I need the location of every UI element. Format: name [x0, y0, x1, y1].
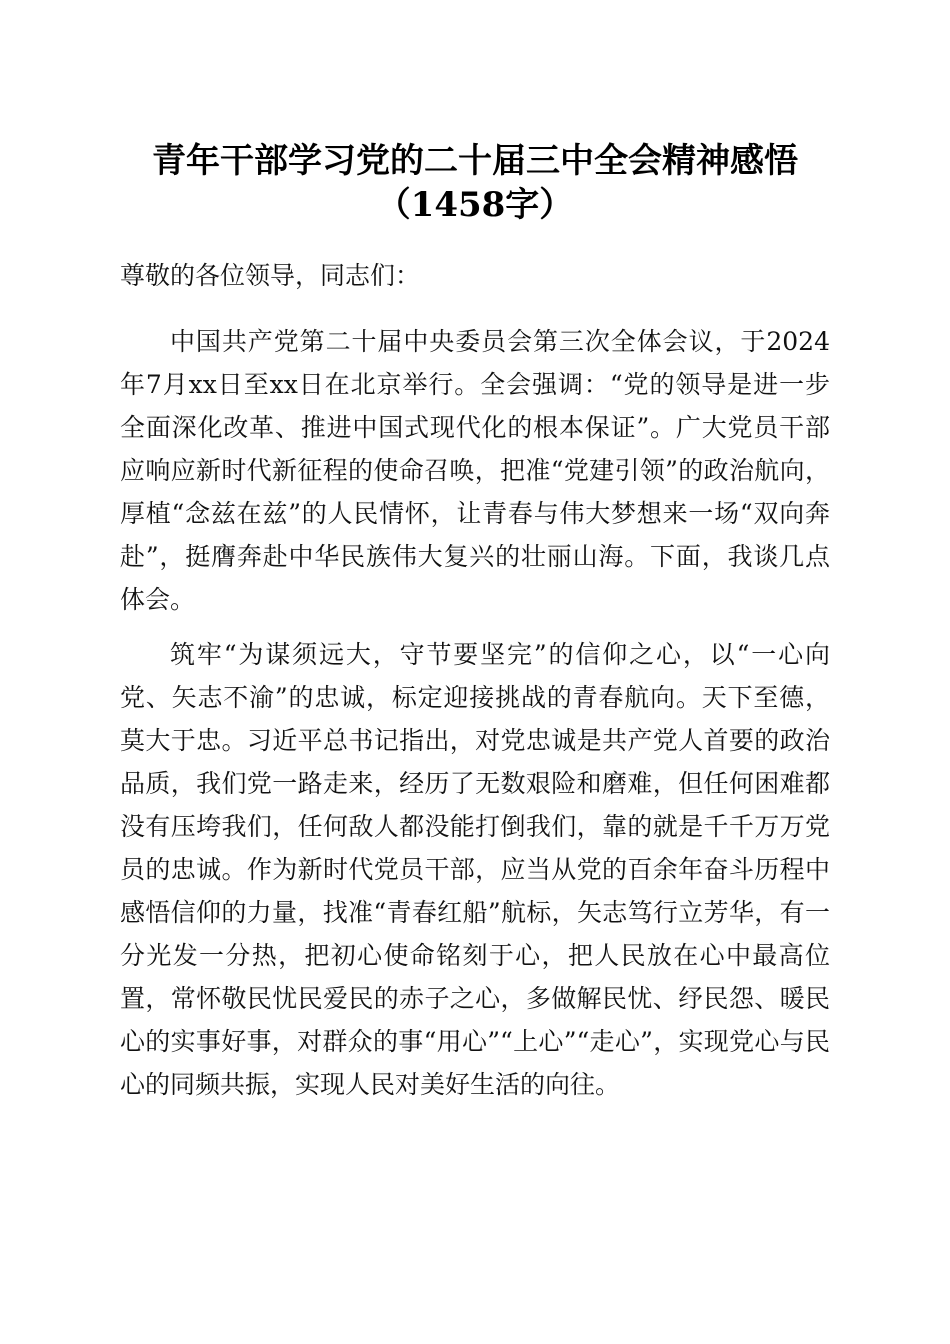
paragraph-loyalty: 筑牢“为谋须远大，守节要坚完”的信仰之心，以“一心向党、矢志不渝”的忠诚，标定迎接挑战的青春航向。天下至德，莫大于忠。习近平总书记指出，对党忠诚是共产党人首要的政治品质，我们党一路走来，经历了无数艰险和磨难，但任何困难都没有压垮我们，任何敌人都没能打倒我们，靠的就是千千万万党员的忠诚。作为新时代党员干部，应当从党的百余年奋斗历程中感悟信仰的力量，找准“青春红船”航标，矢志笃行立芳华，有一分光发一分热，把初心使命铭刻于心，把人民放在心中最高位置，常怀敬民忧民爱民的赤子之心，多做解民忧、纾民怨、暖民心的实事好事，对群众的事“用心”“上心”“走心”，实现党心与民心的同频共振，实现人民对美好生活的向往。 [120, 640, 830, 1099]
paragraph-intro: 中国共产党第二十届中央委员会第三次全体会议，于2024年7月xx日至xx日在北京举行。全会强调：“党的领导是进一步全面深化改革、推进中国式现代化的根本保证”。广大党员干部应响应新时代新征程的使命召唤，把准“党建引领”的政治航向，厚植“念兹在兹”的人民情怀，让青春与伟大梦想来一场“双向奔赴”，挺膺奔赴中华民族伟大复兴的壮丽山海。下面，我谈几点体会。 [120, 327, 830, 614]
document-title: 青年干部学习党的二十届三中全会精神感悟 [152, 141, 798, 181]
salutation: 尊敬的各位领导，同志们： [120, 261, 421, 290]
document-word-count: （1458字） [376, 185, 574, 225]
